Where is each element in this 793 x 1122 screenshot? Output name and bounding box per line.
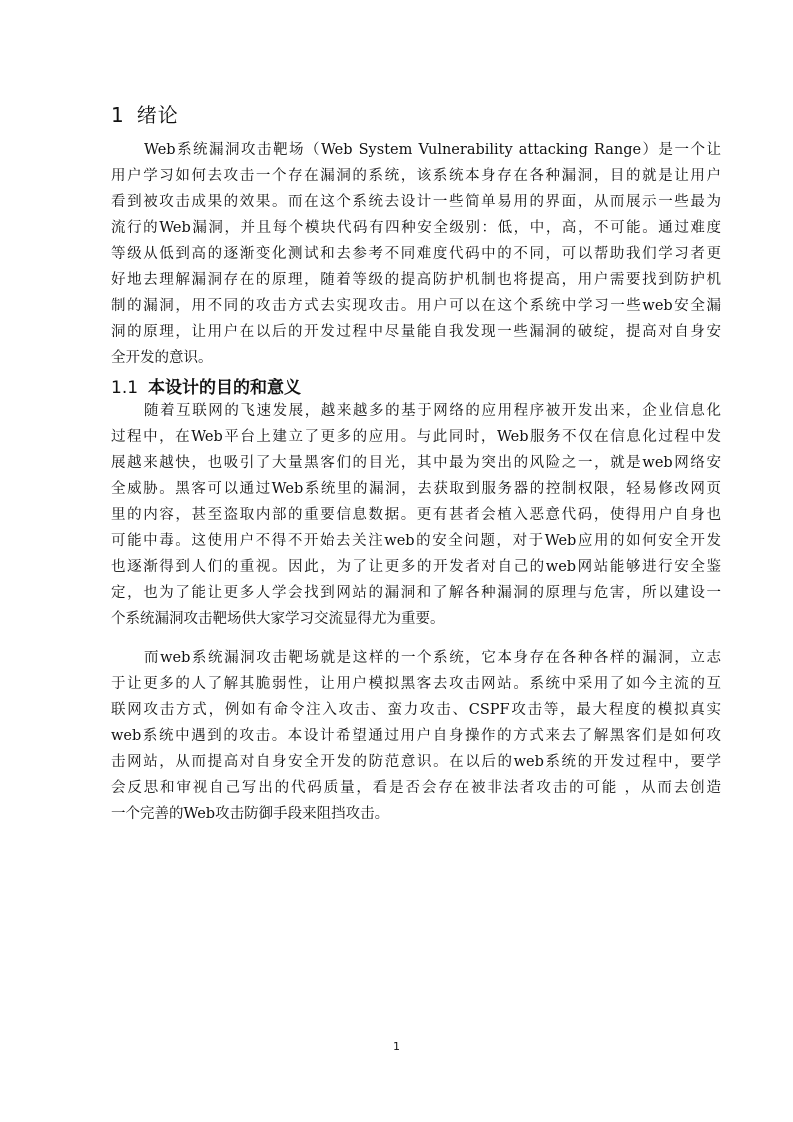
paragraph-line: 等级从低到高的逐渐变化测试和去参考不同难度代码中的不同，可以帮助我们学习者更 <box>111 246 721 262</box>
paragraph-line: 用户学习如何去攻击一个存在漏洞的系统，该系统本身存在各种漏洞，目的就是让用户 <box>111 168 721 184</box>
paragraph-line: 全威胁。黑客可以通过Web系统里的漏洞，去获取到服务器的控制权限，轻易修改网页 <box>111 481 721 497</box>
paragraph-line: 制的漏洞，用不同的攻击方式去实现攻击。用户可以在这个系统中学习一些web安全漏 <box>111 298 721 314</box>
paragraph-line: 于让更多的人了解其脆弱性，让用户模拟黑客去攻击网站。系统中采用了如今主流的互 <box>111 676 721 692</box>
paragraph-line: 过程中，在Web平台上建立了更多的应用。与此同时，Web服务不仅在信息化过程中发 <box>111 429 721 445</box>
intro-paragraph <box>111 137 721 371</box>
paragraph-line: 好地去理解漏洞存在的原理，随着等级的提高防护机制也将提高，用户需要找到防护机 <box>111 272 721 288</box>
chapter-heading <box>111 101 179 129</box>
chapter-title: 绪论 <box>136 103 179 127</box>
paragraph-line: 个系统漏洞攻击靶场供大家学习交流显得尤为重要。 <box>111 611 445 627</box>
significance-paragraph <box>111 645 721 827</box>
paragraph-line: 定，也为了能让更多人学会找到网站的漏洞和了解各种漏洞的原理与危害，所以建设一 <box>111 585 721 601</box>
paragraph-line: 会反思和审视自己写出的代码质量，看是否会存在被非法者攻击的可能 ，从而去创造 <box>111 780 721 796</box>
paragraph-line: 洞的原理，让用户在以后的开发过程中尽量能自我发现一些漏洞的破绽，提高对自身安 <box>111 324 721 340</box>
page-number: 1 <box>393 1040 400 1053</box>
purpose-paragraph <box>111 398 721 632</box>
paragraph-line: 击网站，从而提高对自身安全开发的防范意识。在以后的web系统的开发过程中，要学 <box>111 754 721 770</box>
section-title: 本设计的目的和意义 <box>148 378 302 398</box>
paragraph-line: 而web系统漏洞攻击靶场就是这样的一个系统，它本身存在各种各样的漏洞，立志 <box>144 650 721 666</box>
paragraph-line: Web系统漏洞攻击靶场（Web System Vulnerability attacking Range）是一个让 <box>144 142 721 158</box>
paragraph-line: 全开发的意识。 <box>111 350 213 366</box>
paragraph-line: 里的内容，甚至盗取内部的重要信息数据。更有甚者会植入恶意代码，使得用户自身也 <box>111 507 721 523</box>
paragraph-line: 也逐渐得到人们的重视。因此，为了让更多的开发者对自己的web网站能够进行安全鉴 <box>111 559 721 575</box>
paragraph-line: 看到被攻击成果的效果。而在这个系统去设计一些简单易用的界面，从而展示一些最为 <box>111 194 721 210</box>
paragraph-line: 联网攻击方式，例如有命令注入攻击、蛮力攻击、CSPF攻击等，最大程度的模拟真实 <box>111 702 721 718</box>
paragraph-line: 流行的Web漏洞，并且每个模块代码有四种安全级别：低，中，高，不可能。通过难度 <box>111 220 721 236</box>
section-number: 1.1 <box>111 378 139 398</box>
paragraph-line: 展越来越快，也吸引了大量黑客们的目光，其中最为突出的风险之一，就是web网络安 <box>111 455 721 471</box>
chapter-number: 1 <box>111 103 125 127</box>
paragraph-line: 可能中毒。这使用户不得不开始去关注web的安全问题，对于Web应用的如何安全开发 <box>111 533 721 549</box>
paragraph-line: 一个完善的Web攻击防御手段来阻挡攻击。 <box>111 806 390 822</box>
paragraph-line: web系统中遇到的攻击。本设计希望通过用户自身操作的方式来去了解黑客们是如何攻 <box>111 728 721 744</box>
paragraph-line: 随着互联网的飞速发展，越来越多的基于网络的应用程序被开发出来，企业信息化 <box>144 403 721 419</box>
